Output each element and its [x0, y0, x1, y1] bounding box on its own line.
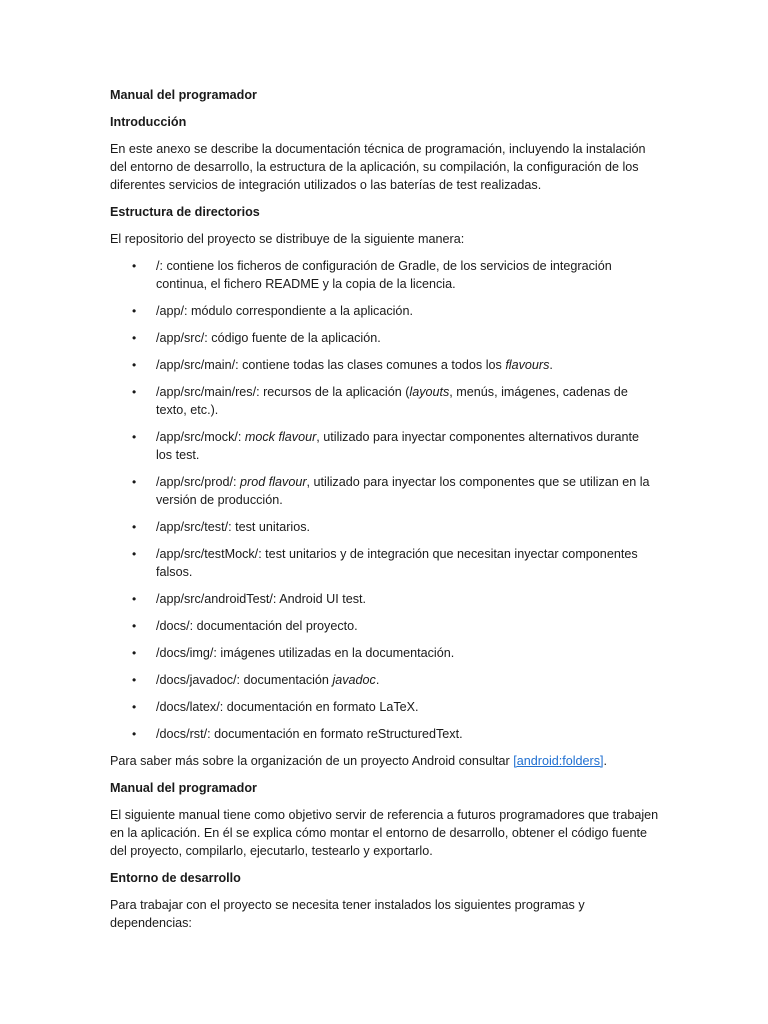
directory-list-item [110, 698, 660, 716]
directory-path: /app/src/testMock/ [156, 547, 259, 561]
directory-description: : documentación en formato reStructuredText. [207, 727, 463, 741]
directory-list-item [110, 590, 660, 608]
directory-list-item [110, 356, 660, 374]
directory-path: /docs/javadoc/ [156, 673, 237, 687]
directory-path: /docs/latex/ [156, 700, 220, 714]
bullet-icon: • [132, 331, 137, 345]
directory-description-end: . [549, 358, 553, 372]
bullet-icon: • [132, 727, 137, 741]
directory-description: : documentación en formato LaTeX. [219, 700, 419, 714]
bullet-icon: • [132, 385, 137, 399]
directory-list-item [110, 617, 660, 635]
directory-description: : [237, 430, 245, 444]
android-folders-link[interactable]: [android:folders] [513, 754, 604, 768]
directory-description: : test unitarios. [228, 520, 311, 534]
more-info-paragraph [110, 752, 660, 770]
bullet-icon: • [132, 259, 137, 273]
directory-description: : imágenes utilizadas en la documentación. [213, 646, 455, 660]
directory-path: / [156, 259, 160, 273]
dev-environment-paragraph: Para trabajar con el proyecto se necesita tener instalados los siguientes programas y dependencias: [110, 898, 585, 930]
directory-list-item [110, 518, 660, 536]
directory-list-item [110, 671, 660, 689]
directory-path: /docs/ [156, 619, 190, 633]
directory-description: : Android UI test. [272, 592, 367, 606]
directory-description-emphasis: javadoc [332, 673, 376, 687]
directory-description: : recursos de la aplicación ( [256, 385, 410, 399]
directory-list-item [110, 725, 660, 743]
directory-path: /docs/rst/ [156, 727, 208, 741]
bullet-icon: • [132, 358, 137, 372]
directory-path: /app/src/ [156, 331, 205, 345]
bullet-icon: • [132, 430, 137, 444]
directory-list-item [110, 383, 660, 419]
intro-heading: Introducción [110, 115, 187, 129]
directory-description: : módulo correspondiente a la aplicación. [184, 304, 413, 318]
directory-path: /app/src/mock/ [156, 430, 238, 444]
more-info-text: Para saber más sobre la organización de un proyecto Android consultar [110, 754, 514, 768]
directory-list-item [110, 329, 660, 347]
bullet-icon: • [132, 475, 137, 489]
bullet-icon: • [132, 673, 137, 687]
directory-path: /app/src/androidTest/ [156, 592, 273, 606]
bullet-icon: • [132, 520, 137, 534]
bullet-icon: • [132, 592, 137, 606]
directory-description-emphasis: layouts [409, 385, 450, 399]
bullet-icon: • [132, 547, 137, 561]
directory-description: : [233, 475, 241, 489]
directory-path: /docs/img/ [156, 646, 214, 660]
directory-description-end: , utilizado para inyectar componentes alternativos durante los test. [156, 430, 640, 462]
directory-description: : documentación del proyecto. [189, 619, 358, 633]
directory-path: /app/src/main/res/ [156, 385, 257, 399]
directory-description-emphasis: prod flavour [240, 475, 307, 489]
directory-description-emphasis: flavours [505, 358, 550, 372]
directory-path: /app/src/test/ [156, 520, 229, 534]
bullet-icon: • [132, 700, 137, 714]
directories-intro: El repositorio del proyecto se distribuye de la siguiente manera: [110, 232, 465, 246]
directory-list-item [110, 257, 660, 293]
directory-description: : test unitarios y de integración que necesitan inyectar componentes falsos. [156, 547, 638, 579]
directory-description: : documentación [236, 673, 333, 687]
bullet-icon: • [132, 304, 137, 318]
bullet-icon: • [132, 619, 137, 633]
directory-description: : código fuente de la aplicación. [204, 331, 381, 345]
directory-description-end: . [375, 673, 380, 687]
directory-list-item [110, 473, 660, 509]
programmer-manual-heading: Manual del programador [110, 781, 257, 795]
more-info-end: . [603, 754, 608, 768]
directory-list-item [110, 545, 660, 581]
directory-description: : contiene todas las clases comunes a todos los [235, 358, 506, 372]
directory-description-end: , menús, imágenes, cadenas de texto, etc.). [156, 385, 628, 417]
directory-path: /app/src/main/ [156, 358, 236, 372]
directory-description-emphasis: mock flavour [244, 430, 317, 444]
directory-path: /app/src/prod/ [156, 475, 234, 489]
bullet-icon: • [132, 646, 137, 660]
directory-list-item [110, 302, 660, 320]
directory-path: /app/ [156, 304, 185, 318]
directory-list-item [110, 428, 660, 464]
directory-description-end: , utilizado para inyectar los componentes que se utilizan en la versión de producción. [156, 475, 650, 507]
directory-description: : contiene los ficheros de configuración de Gradle, de los servicios de integración continua, el fichero README y la copia de la licencia. [156, 259, 612, 291]
directories-heading: Estructura de directorios [110, 205, 260, 219]
intro-paragraph: En este anexo se describe la documentación técnica de programación, incluyendo la instalación del entorno de desarrollo, la estructura de la aplicación, su compilación, la configuración de los diferentes servicios de integración utilizados o las baterías de test realizadas. [110, 142, 646, 192]
directory-list [110, 257, 660, 743]
document-title: Manual del programador [110, 88, 257, 102]
directory-list-item [110, 644, 660, 662]
programmer-manual-paragraph: El siguiente manual tiene como objetivo servir de referencia a futuros programadores que trabajen en la aplicación. En él se explica cómo montar el entorno de desarrollo, obtener el código fuente del proyecto, compilarlo, ejecutarlo, testearlo y exportarlo. [110, 808, 659, 858]
dev-environment-heading: Entorno de desarrollo [110, 871, 241, 885]
